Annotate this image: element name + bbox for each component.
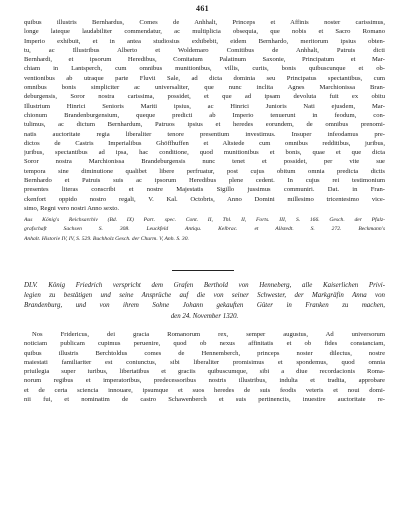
text-line: natis auctoritate regia liberaliter tenore presentium investimus. Insuper infeodamus pre- xyxy=(24,130,385,138)
text-line: Bernhardi, et ipsorum Heredibus, Comitatum Palatinum Saxonie, Principatum et Mar- xyxy=(24,56,385,64)
text-line: ckenfort oppido nostro regali, V. Kal. Octobris, Anno Domini millesimo tricentesimo vice- xyxy=(24,195,385,203)
text-line: Nos Fridericus, dei gracia Romanorum rex, semper augustus, Ad universorum xyxy=(32,331,385,338)
text-line: noticiam publicam cupimus peruenire, quod ob nexus affinitatis et ob fides constanciam, xyxy=(24,340,385,348)
text-line: chionum Brandenburgensium, queque predicti ab Imperio tenuerunt in feodum, con- xyxy=(24,111,385,119)
text-line: longe lateque laudabiliter commendatur, ac multiplicia obsequia, que nobis et Sacro Romano xyxy=(24,28,385,36)
text-line: tulimus, ac dictum Bernhardum, Patruos ipsius et heredes eorundem, de omnibus prenomi- xyxy=(24,121,385,129)
text-line: simo, Regni vero nostri Anno sexto. xyxy=(24,204,120,212)
text-line: norum regibus et imperatoribus, predecessoribus nostris illustribus, indulta et tradita, approbare xyxy=(24,377,385,385)
text-line: Imperio exhibuit, et in antea studiosius exhibebit, eidem Bernhardo, meritorum ipsius obten- xyxy=(24,37,385,45)
text-line: juribus, spectantibus ad ipsa, hac conditione, quod munitionibus et bonis, quae et que dicta xyxy=(24,149,385,157)
text-line: omnibus bonis simpliciter ac universaliter, que nunc inclita Agnes Marchionissa Bran- xyxy=(24,84,385,92)
page-number: 461 xyxy=(196,4,209,13)
heading-date: den 24. November 1320. xyxy=(170,312,239,320)
text-line: chiam in Lantsperch, cum omnibus munitionibus, villis, curiis, bonis quibuscunque et ob- xyxy=(24,65,385,73)
heading-line: Brandenburg, und von ihrem Sohne Johann gekauften Güter in Franken zu machen, xyxy=(24,302,385,310)
citation-line: grafschaft Sachsen S. 308. Leuckfeld Antiqu. Kelbrac. et Allstedt. S. 272. Beckmann's xyxy=(24,226,385,233)
text-line: quibus illustris Bernhardus, Comes de Anhhalt, Princeps et Affinis noster carissimus, xyxy=(24,19,385,26)
text-line: tu, ac Illustribus Alberto et Woldemaro Comitibus de Anhhalt, Patruis dicti xyxy=(24,46,385,54)
text-line: ventionibus ab utraque parte Fluvii Sale, ad dicta dominia seu Principatus spectantibus, cum xyxy=(24,74,385,82)
text-line: deburgensis, Soror nostra carissima, possidet, et que ad ipsam devoluta fuit ex obitu xyxy=(24,93,385,101)
heading-line: DLV. König Friedrich verspricht dem Grafen Berthold von Henneberg, alle Kaiserlichen Privi- xyxy=(24,282,385,289)
text-line: Soror nostra Marchionissa Brandeburgensis nunc tenet et possidet, per vite sue xyxy=(24,158,385,166)
charter-text xyxy=(24,330,385,404)
text-line: presentes literas conscribi et nostre Majestatis Sigillo jussimus communiri. Dat. in Fran- xyxy=(24,186,385,194)
text-line: et de certa sciencia innouare, ipsumque et suos heredes de suis feodis veteris et noui domi- xyxy=(24,386,385,394)
source-citation xyxy=(24,216,385,244)
text-line: dictos de Castris Imperialibus Ghöffhuffen et Altstede cum omnibus redditibus, juribus, xyxy=(24,139,385,147)
citation-line: Aus König's Reichsarchiv (Bd. IX) Part. spec. Cont. II, Thl. II, Forts. III, S. 166. Gesch. der Pfalz- xyxy=(24,217,385,223)
section-divider xyxy=(172,270,234,271)
text-line: Illustrium Hinrici Senioris Mariti ipsius, ac Hinrici Junioris Nati ejusdem, Mar- xyxy=(24,102,385,110)
text-line: priuilegia super iuribus, libertatibus et graciis quibuscumque, sibi a diue recordacionis Roma- xyxy=(24,368,385,376)
text-line: quibus illustris Berchtoldus comes de Hennemberch, princeps noster dilectus, nostre xyxy=(24,349,385,357)
citation-line: Anhalt. Historie IV, IV, S. 529. Buchholz Gesch. der Churm. V, Anh. S. 30. xyxy=(24,235,189,242)
text-line: Bernhardo et Patruis suis ac ipsorum Heredibus plene cedent. In cujus rei testimonium xyxy=(24,177,385,185)
heading-line: legien zu bestätigen und seine Ansprüche auf die von seiner Schwester, der Markgräfin Anna von xyxy=(24,292,385,300)
document-body-text xyxy=(24,18,385,213)
text-line: nii fui, et nominatim de castro Schawenberch et suis pertinenciis, inuestire auctoritate re- xyxy=(24,396,385,404)
text-line: tempora sine diminutione qualibet libere perfruatur, post cujus obitum omnia predicta dictis xyxy=(24,167,385,175)
text-line: maiestati familiariter est coniunctus, sibi liberaliter promisimus et spondemus, quod omnia xyxy=(24,358,385,366)
document-heading xyxy=(24,281,385,322)
